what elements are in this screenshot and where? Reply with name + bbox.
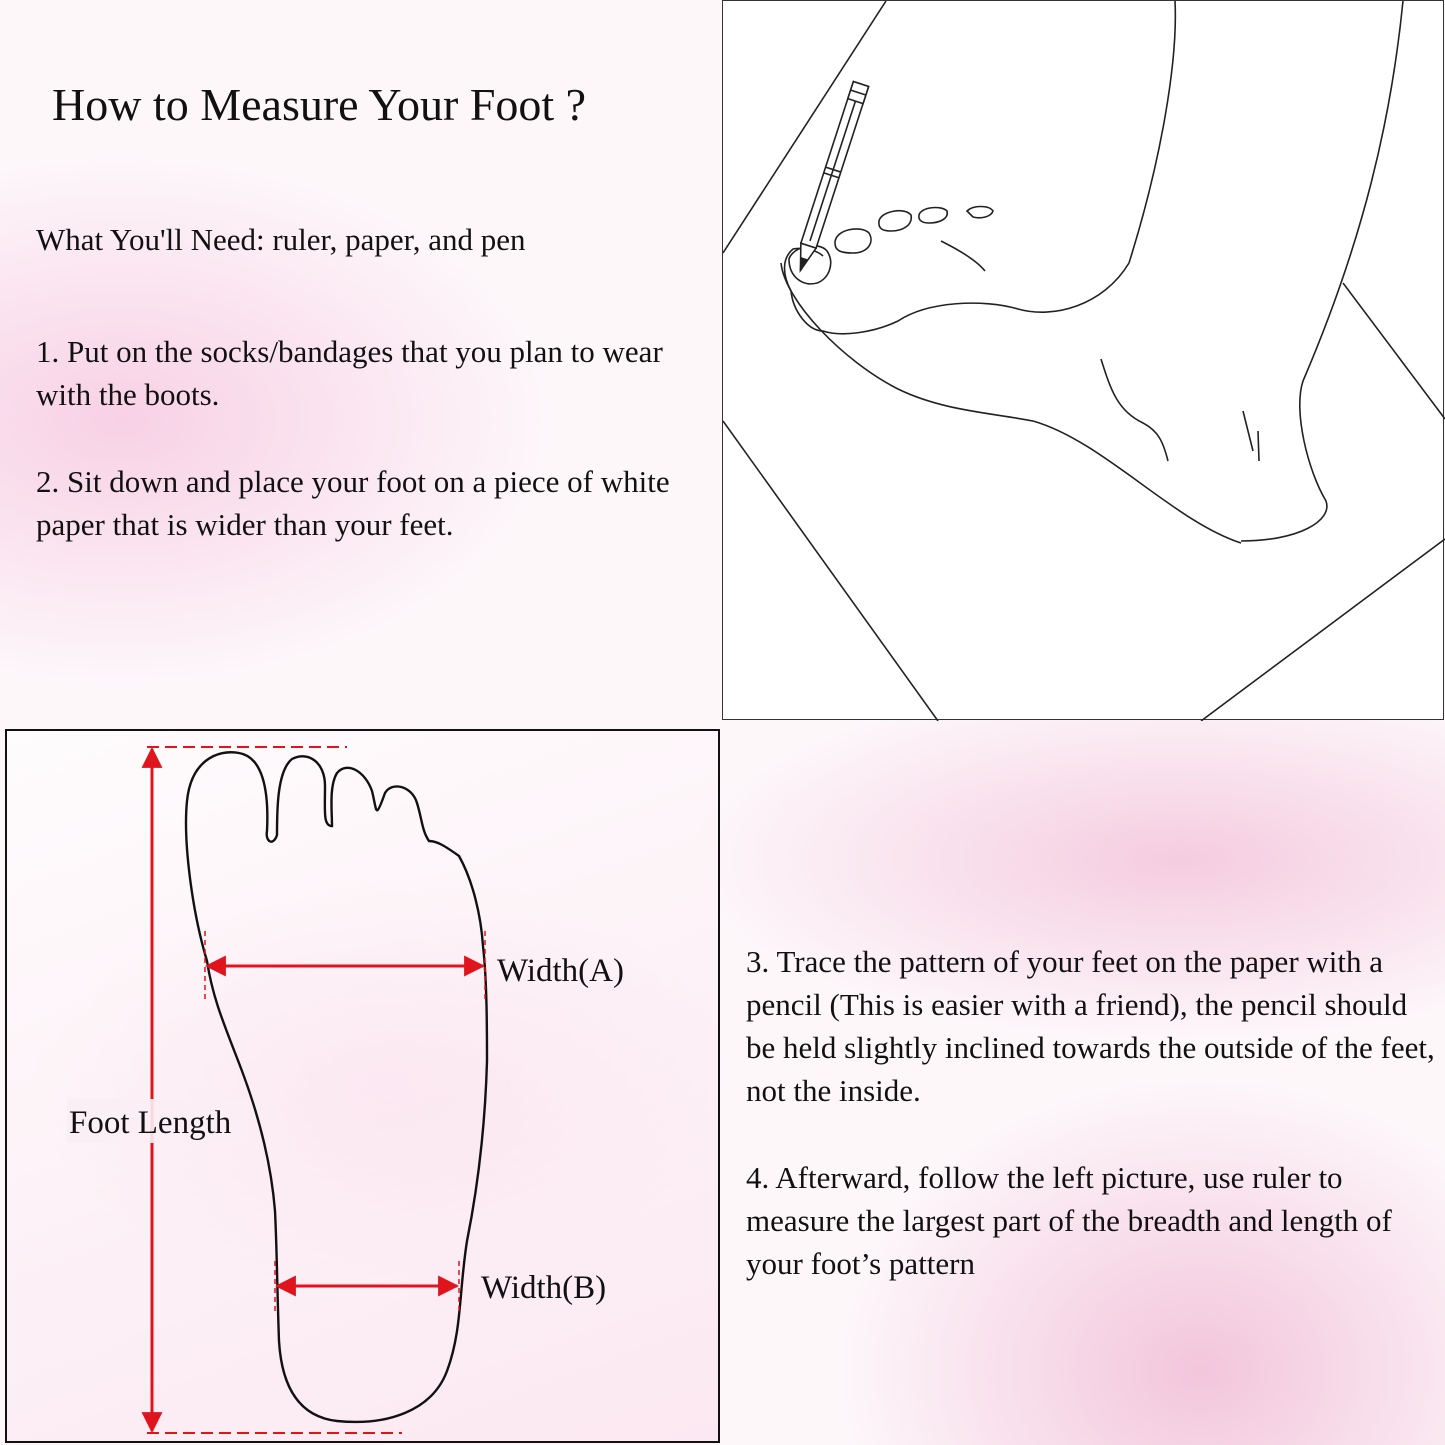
foot-outline-icon	[7, 731, 718, 1441]
width-a-arrow	[205, 931, 485, 999]
materials-needed: What You'll Need: ruler, paper, and pen	[36, 222, 526, 257]
step-3-text: 3. Trace the pattern of your feet on the paper with a pencil (This is easier with a friend), the pencil should be held slightly inclined towards the outside of the feet, not the inside.	[746, 944, 1435, 1108]
foot-on-paper-illustration	[722, 0, 1444, 720]
foot-length-label: Foot Length	[69, 1105, 232, 1141]
width-a-label: Width(A)	[497, 953, 624, 989]
width-b-label: Width(B)	[481, 1270, 607, 1306]
page-title: How to Measure Your Foot ?	[52, 79, 587, 130]
step-1-text: 1. Put on the socks/bandages that you plan to wear with the boots.	[36, 334, 663, 412]
step-4-text: 4. Afterward, follow the left picture, use ruler to measure the largest part of the breadth and length of your foot’s pattern	[746, 1160, 1392, 1281]
foot-length-arrow	[147, 747, 402, 1433]
foot-measurement-diagram	[5, 729, 720, 1443]
width-b-arrow	[275, 1261, 459, 1311]
foot-outline	[186, 752, 487, 1422]
step-2-text: 2. Sit down and place your foot on a piece of white paper that is wider than your feet.	[36, 464, 670, 542]
foot-pencil-icon	[723, 1, 1445, 721]
